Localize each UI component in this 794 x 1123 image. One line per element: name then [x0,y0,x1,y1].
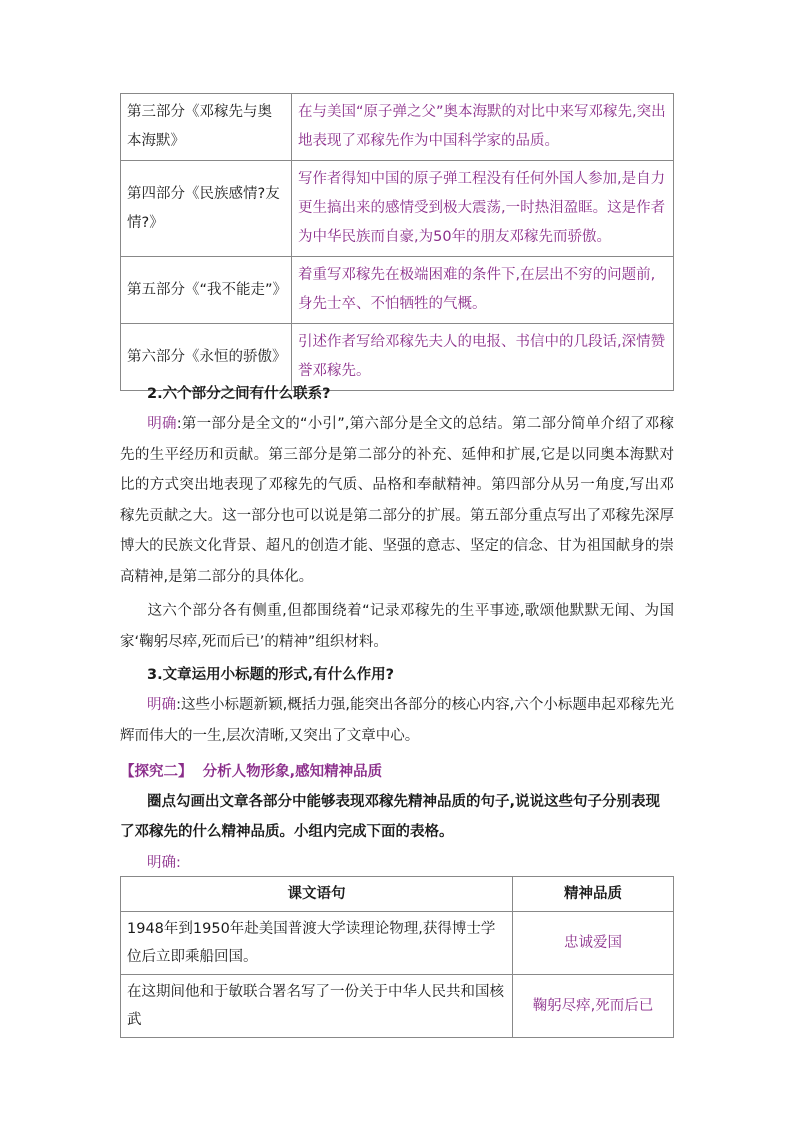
quality-cell: 鞠躬尽瘁,死而后已 [513,975,674,1038]
part-title-cell: 第六部分《永恒的骄傲》 [121,324,292,391]
table-row [121,975,674,1038]
task-text: 圈点勾画出文章各部分中能够表现邓稼先精神品质的句子,说说这些句子分别表现了邓稼先的什么精神品质。小组内完成下面的表格。 [120,794,661,840]
answer-label-2: 明确: [147,855,181,871]
answer-2-paragraph-2 [120,596,674,657]
table-row [121,324,674,391]
answer-3-paragraph [120,690,674,751]
part-desc-cell: 引述作者写给邓稼先夫人的电报、书信中的几段话,深情赞誉邓稼先。 [292,324,674,391]
part-title-cell: 第四部分《民族感情?友情?》 [121,161,292,257]
question-3: 3.文章运用小标题的形式,有什么作用? [147,667,395,683]
part-desc-cell: 着重写邓稼先在极端困难的条件下,在层出不穷的问题前,身先士卒、不怕牺牲的气概。 [292,257,674,324]
quality-cell: 忠诚爱国 [513,912,674,975]
table-header-row [121,877,674,912]
table-row [121,94,674,161]
table-row [121,161,674,257]
task-instruction [120,787,674,847]
column-header: 课文语句 [121,877,513,912]
answer-2-text: :第一部分是全文的“小引”,第六部分是全文的总结。第二部分简单介绍了邓稼先的生平经历和贡献。第三部分是第二部分的补充、延伸和扩展,它是以同奥本海默对比的方式突出地表现了邓稼先的气质、品格和奉献精神。第四部分从另一角度,写出邓稼先贡献之大。这一部分也可以说是第二部分的扩展。第五部分重点写出了邓稼先深厚博大的民族文化背景、超凡的创造才能、坚强的意志、坚定的信念、甘为祖国献身的崇高精神,是第二部分的具体化。 [120,416,675,585]
table-row [121,912,674,975]
sentence-cell: 在这期间他和于敏联合署名写了一份关于中华人民共和国核武 [121,975,513,1038]
answer-2-text-2: 这六个部分各有侧重,但都围绕着“记录邓稼先的生平事迹,歌颂他默默无闻、为国家‘鞠躬尽瘁,死而后已’的精神”组织材料。 [120,603,674,650]
part-title-cell: 第三部分《邓稼先与奥本海默》 [121,94,292,161]
answer-3-text: :这些小标题新颖,概括力强,能突出各部分的核心内容,六个小标题串起邓稼先光辉而伟大的一生,层次清晰,又突出了文章中心。 [120,697,674,744]
part-desc-cell: 写作者得知中国的原子弹工程没有任何外国人参加,是自力更生搞出来的感情受到极大震荡,一时热泪盈眶。这是作者为中华民族而自豪,为50年的朋友邓稼先而骄傲。 [292,161,674,257]
answer-label: 明确 [147,697,177,713]
section-tag: 【探究二】 [120,764,193,780]
part-title-cell: 第五部分《“我不能走”》 [121,257,292,324]
sentence-cell: 1948年到1950年赴美国普渡大学读理论物理,获得博士学位后立即乘船回国。 [121,912,513,975]
answer-2-paragraph-1 [120,409,674,592]
column-header: 精神品质 [513,877,674,912]
answer-label: 明确 [147,416,177,432]
section-title: 分析人物形象,感知精神品质 [202,764,383,780]
part-desc-cell: 在与美国“原子弹之父”奥本海默的对比中来写邓稼先,突出地表现了邓稼先作为中国科学家的品质。 [292,94,674,161]
parts-summary-table [120,93,674,391]
section-heading [120,760,382,781]
question-2: 2.六个部分之间有什么联系? [147,386,331,402]
quality-table [120,876,674,1038]
table-row [121,257,674,324]
